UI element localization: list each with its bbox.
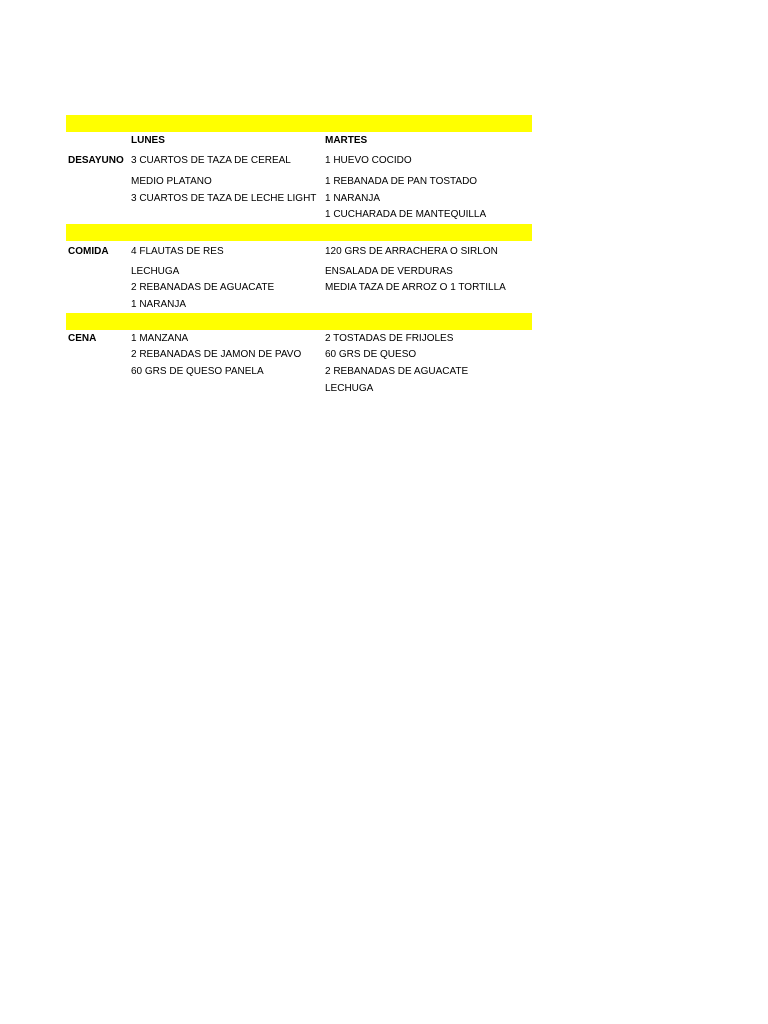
- martes-comida-item: ENSALADA DE VERDURAS: [325, 266, 453, 277]
- martes-desayuno-item: 1 NARANJA: [325, 193, 381, 204]
- martes-desayuno-item: 1 REBANADA DE PAN TOSTADO: [325, 176, 478, 187]
- lunes-cena-item: 60 GRS DE QUESO PANELA: [131, 366, 264, 377]
- meal-label-desayuno: DESAYUNO: [68, 155, 124, 166]
- lunes-comida-item: 4 FLAUTAS DE RES: [131, 246, 224, 257]
- highlight-band-cena: [66, 313, 532, 330]
- highlight-band-comida: [66, 224, 532, 241]
- lunes-desayuno-item: MEDIO PLATANO: [131, 176, 212, 187]
- lunes-cena-item: 1 MANZANA: [131, 333, 189, 344]
- lunes-comida-item: 2 REBANADAS DE AGUACATE: [131, 282, 275, 293]
- column-header-lunes: LUNES: [131, 135, 165, 146]
- martes-comida-item: 120 GRS DE ARRACHERA O SIRLON: [325, 246, 498, 257]
- column-header-martes: MARTES: [325, 135, 368, 146]
- martes-desayuno-item: 1 CUCHARADA DE MANTEQUILLA: [325, 209, 487, 220]
- martes-cena-item: 2 REBANADAS DE AGUACATE: [325, 366, 469, 377]
- lunes-cena-item: 2 REBANADAS DE JAMON DE PAVO: [131, 349, 302, 360]
- lunes-comida-item: 1 NARANJA: [131, 299, 187, 310]
- lunes-desayuno-item: 3 CUARTOS DE TAZA DE CEREAL: [131, 155, 291, 166]
- highlight-band-top: [66, 115, 532, 132]
- martes-cena-item: LECHUGA: [325, 383, 374, 394]
- martes-cena-item: 60 GRS DE QUESO: [325, 349, 417, 360]
- martes-desayuno-item: 1 HUEVO COCIDO: [325, 155, 412, 166]
- lunes-comida-item: LECHUGA: [131, 266, 180, 277]
- martes-cena-item: 2 TOSTADAS DE FRIJOLES: [325, 333, 454, 344]
- meal-label-cena: CENA: [68, 333, 97, 344]
- lunes-desayuno-item: 3 CUARTOS DE TAZA DE LECHE LIGHT: [131, 193, 317, 204]
- meal-label-comida: COMIDA: [68, 246, 109, 257]
- martes-comida-item: MEDIA TAZA DE ARROZ O 1 TORTILLA: [325, 282, 506, 293]
